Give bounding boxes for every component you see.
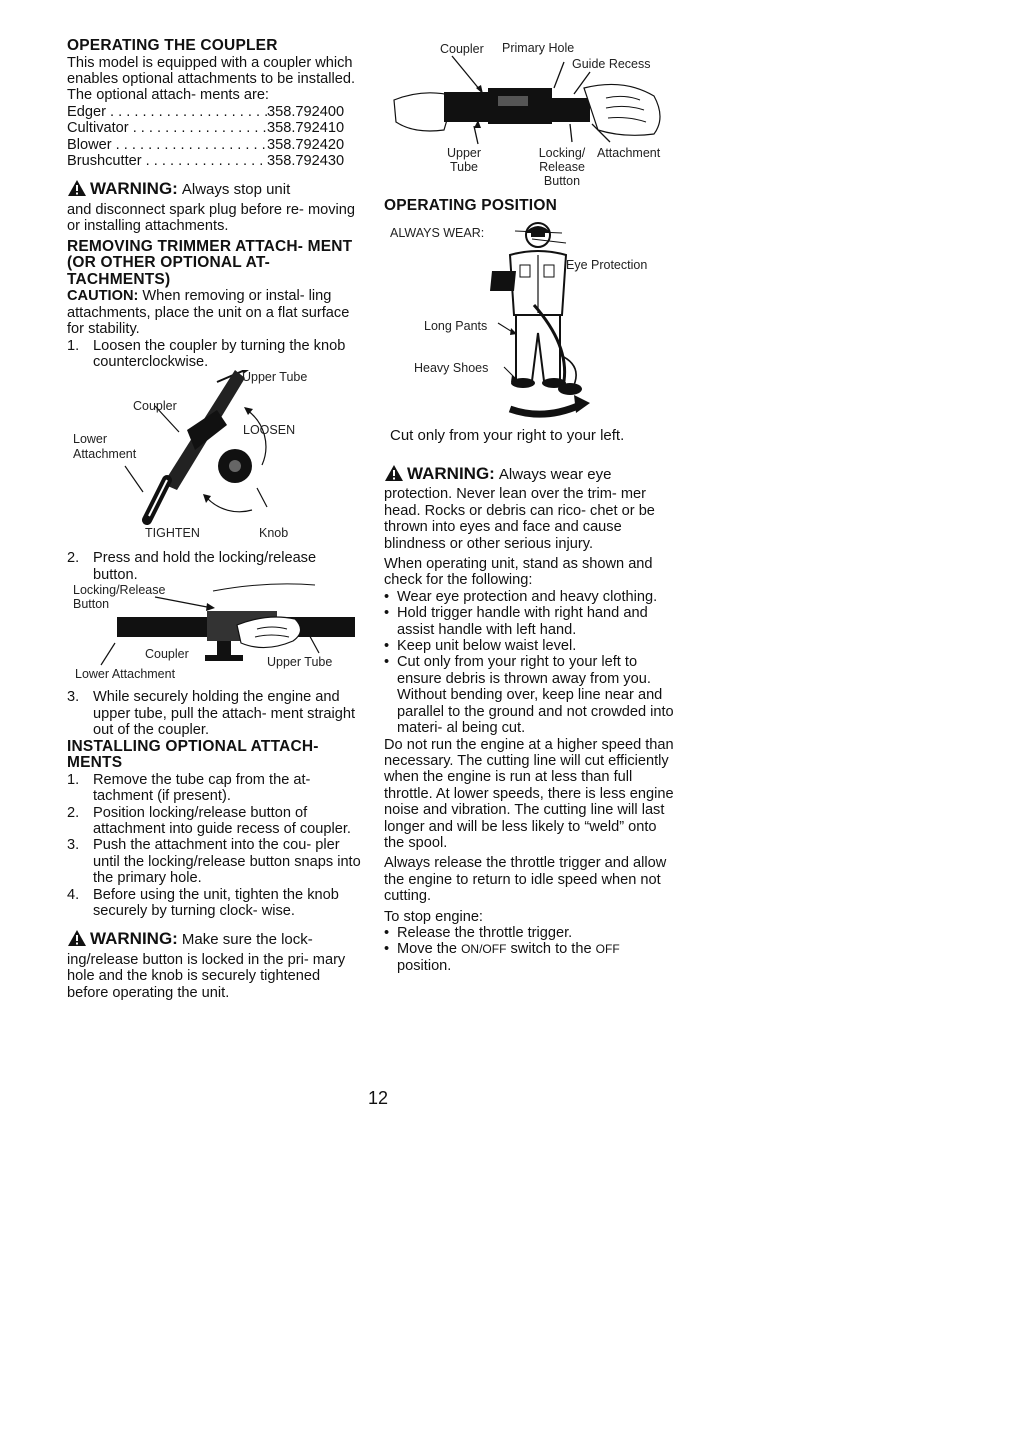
step-text: Loosen the coupler by turning the knob counterclockwise. bbox=[93, 337, 346, 371]
checklist-item: • Wear eye protection and heavy clothing. bbox=[384, 589, 674, 605]
label-release: Release bbox=[539, 160, 585, 174]
step-number: 3. bbox=[67, 689, 80, 706]
step-text: Before using the unit, tighten the knob securely by turning clock- wise. bbox=[93, 886, 339, 919]
part-name: Blower . . . bbox=[67, 137, 267, 153]
installing-step bbox=[67, 772, 362, 805]
label-always-wear: ALWAYS WEAR: bbox=[390, 225, 485, 240]
label-coupler-3: Coupler bbox=[440, 42, 484, 56]
label-attachment: Attachment bbox=[73, 447, 137, 462]
step-text: Remove the tube cap from the at- tachment (if present). bbox=[93, 771, 311, 805]
removing-steps bbox=[67, 338, 362, 371]
warning-lead: Always wear eye bbox=[498, 466, 612, 483]
warning-text: protection. Never lean over the trim- mer head. Rocks or debris can rico- chet or be thrown into eyes and face and cause blindness or other serious injury. bbox=[384, 486, 655, 552]
step-text: Push the attachment into the cou- pler until the locking/release button snaps into the primary hole. bbox=[93, 837, 361, 887]
locking-button-figure bbox=[67, 583, 362, 689]
checklist-item: • Keep unit below waist level. bbox=[384, 638, 674, 654]
caution-text: When removing or instal- ling attachments, place the unit on a flat surface for stability. bbox=[67, 288, 350, 338]
warning-text: ing/release button is locked in the pri- mary hole and the knob is securely tightened before operating the unit. bbox=[67, 951, 346, 1001]
stop-engine-steps bbox=[384, 925, 674, 974]
stop-engine-intro: To stop engine: bbox=[384, 908, 483, 925]
installing-step bbox=[67, 805, 362, 838]
label-coupler-2: Coupler bbox=[145, 647, 189, 662]
label-guide-recess: Guide Recess bbox=[572, 57, 651, 71]
checklist-item: • Cut only from your right to your left to ensure debris is thrown away from you. Without bending over, keep line near and parallel to the ground and not crowded into materi- al being cut. bbox=[384, 654, 674, 736]
installing-step bbox=[67, 887, 362, 920]
label-loosen: LOOSEN bbox=[243, 423, 296, 438]
warning-label: WARNING: bbox=[90, 179, 178, 199]
step-number: 1. bbox=[67, 771, 80, 788]
operating-position-figure bbox=[384, 215, 674, 427]
part-name: Edger . . . bbox=[67, 104, 267, 120]
installing-heading: INSTALLING OPTIONAL ATTACH- MENTS bbox=[67, 737, 319, 772]
part-name: Brushcutter . . . bbox=[67, 153, 267, 169]
page-number: 12 bbox=[368, 1088, 389, 1108]
label-lower-attachment: Lower Attachment bbox=[75, 667, 176, 682]
engine-speed-paragraph: Do not run the engine at a higher speed than necessary. The cutting line will cut efficiently when the engine is run at less than full throttle. At lower speeds, there is less engine noise and vibration. The cutting line will last longer and will be less likely to “weld” onto the spool. bbox=[384, 736, 674, 851]
caution-paragraph bbox=[67, 288, 362, 337]
removing-steps-cont bbox=[67, 550, 362, 583]
removing-heading: REMOVING TRIMMER ATTACH- MENT (OR OTHER OPTIONAL AT- TACHMENTS) bbox=[67, 237, 353, 288]
label-locking: Locking/ bbox=[538, 146, 586, 160]
label-locking-release: Locking/Release bbox=[73, 583, 166, 598]
label-button-3: Button bbox=[543, 174, 581, 188]
throttle-release-paragraph: Always release the throttle trigger and allow the engine to return to idle speed when not cutting. bbox=[384, 855, 667, 905]
label-tube: Tube bbox=[449, 160, 479, 174]
operating-position-heading: OPERATING POSITION bbox=[384, 197, 557, 214]
removing-step bbox=[67, 550, 362, 583]
part-number: 358.792430 bbox=[267, 153, 345, 170]
coupler-intro: This model is equipped with a coupler which enables optional attachments to be installed. The optional attach- ments are: bbox=[67, 54, 356, 104]
label-button: Button bbox=[73, 597, 110, 612]
checklist-item: • Hold trigger handle with right hand and assist handle with left hand. bbox=[384, 605, 674, 638]
warning-eye-protection bbox=[384, 464, 674, 552]
coupler-attachment-figure bbox=[384, 38, 674, 198]
step-number: 2. bbox=[67, 804, 80, 821]
step-number: 4. bbox=[67, 886, 80, 903]
label-knob: Knob bbox=[259, 526, 289, 541]
removing-step bbox=[67, 338, 362, 371]
coupler-knob-figure bbox=[67, 370, 362, 550]
label-primary-hole: Primary Hole bbox=[502, 41, 575, 55]
warning-text: and disconnect spark plug before re- moving or installing attachments. bbox=[67, 201, 355, 235]
label-long-pants: Long Pants bbox=[424, 318, 488, 333]
parts-row bbox=[67, 137, 362, 153]
label-coupler: Coupler bbox=[133, 399, 177, 414]
label-upper-tube: Upper Tube bbox=[242, 370, 308, 385]
removing-steps-final bbox=[67, 689, 362, 738]
step-number: 2. bbox=[67, 550, 80, 567]
label-attachment-3: Attachment bbox=[597, 146, 661, 160]
parts-row bbox=[67, 120, 362, 136]
stop-step-text: switch to the bbox=[510, 941, 592, 958]
label-upper: Upper bbox=[446, 146, 482, 160]
stop-step-text: Move the bbox=[397, 941, 458, 958]
stop-step bbox=[384, 941, 674, 974]
stance-intro: When operating unit, stand as shown and check for the following: bbox=[384, 556, 653, 589]
installing-steps bbox=[67, 772, 362, 920]
warning-stop-unit bbox=[67, 179, 362, 234]
warning-label: WARNING: bbox=[90, 929, 178, 949]
right-column bbox=[384, 38, 674, 974]
coupler-heading: OPERATING THE COUPLER bbox=[67, 37, 278, 54]
attachment-parts-list bbox=[67, 104, 362, 170]
on-off-label: ON/OFF bbox=[461, 942, 507, 957]
step-text: Press and hold the locking/release button. bbox=[93, 550, 317, 583]
parts-row bbox=[67, 104, 362, 120]
part-number: 358.792410 bbox=[267, 120, 345, 137]
warning-lead: Always stop unit bbox=[181, 181, 291, 199]
label-lower: Lower bbox=[73, 432, 108, 447]
warning-triangle-icon bbox=[384, 464, 404, 486]
step-text: Position locking/release button of attachment into guide recess of coupler. bbox=[93, 804, 351, 837]
caution-label: CAUTION: bbox=[67, 288, 139, 305]
off-label: OFF bbox=[595, 942, 620, 957]
label-heavy-shoes: Heavy Shoes bbox=[414, 360, 489, 375]
stance-checklist bbox=[384, 589, 674, 737]
step-number: 3. bbox=[67, 837, 80, 854]
warning-triangle-icon bbox=[67, 179, 87, 201]
warning-triangle-icon bbox=[67, 929, 87, 951]
installing-step bbox=[67, 837, 362, 886]
parts-row bbox=[67, 153, 362, 169]
warning-locking-button bbox=[67, 929, 362, 1001]
part-number: 358.792420 bbox=[267, 136, 345, 153]
cut-direction-caption: Cut only from your right to your left. bbox=[390, 426, 625, 444]
left-column bbox=[67, 38, 362, 1001]
stop-step-text: position. bbox=[397, 957, 452, 974]
warning-lead: Make sure the lock- bbox=[181, 931, 313, 949]
step-text: While securely holding the engine and upper tube, pull the attach- ment straight out of the coupler. bbox=[93, 689, 356, 739]
part-name: Cultivator . . . bbox=[67, 120, 267, 136]
step-number: 1. bbox=[67, 337, 80, 354]
stop-step: • Release the throttle trigger. bbox=[384, 925, 674, 941]
label-tighten: TIGHTEN bbox=[145, 526, 200, 541]
label-upper-tube-2: Upper Tube bbox=[267, 655, 333, 670]
removing-step bbox=[67, 689, 362, 738]
part-number: 358.792400 bbox=[267, 103, 345, 120]
warning-label: WARNING: bbox=[407, 464, 495, 483]
label-eye-protection: Eye Protection bbox=[566, 257, 648, 272]
